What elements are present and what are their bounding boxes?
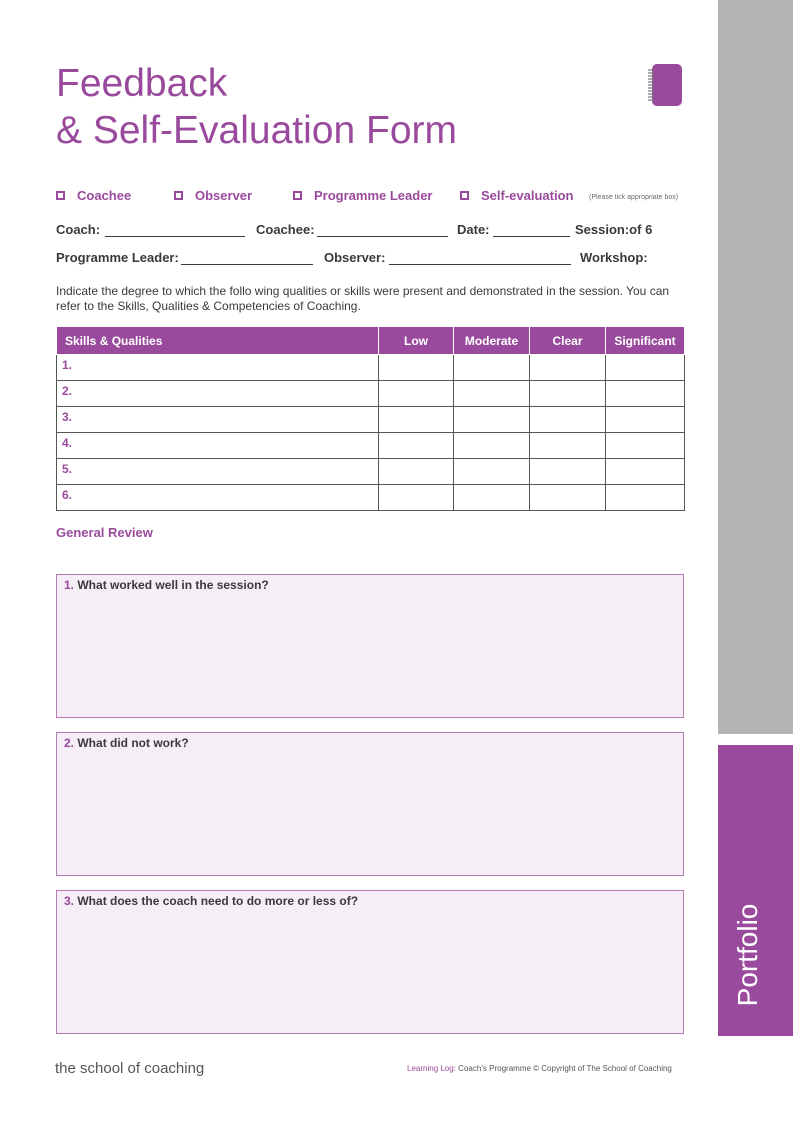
rating-cell-moderate[interactable] <box>454 381 530 407</box>
date-field[interactable] <box>493 236 570 237</box>
rating-cell-clear[interactable] <box>530 433 606 459</box>
question-box-3[interactable] <box>56 890 684 1034</box>
skill-cell[interactable]: 5. <box>57 459 379 485</box>
rating-cell-significant[interactable] <box>606 407 685 433</box>
checkbox-icon[interactable] <box>293 191 302 200</box>
rating-cell-clear[interactable] <box>530 407 606 433</box>
skills-table <box>56 326 685 511</box>
table-row <box>57 381 685 407</box>
question-number: 1. <box>64 578 75 592</box>
rating-cell-significant[interactable] <box>606 485 685 511</box>
rating-cell-significant[interactable] <box>606 381 685 407</box>
rating-cell-low[interactable] <box>379 459 454 485</box>
instructions-text: Indicate the degree to which the follo wing qualities or skills were present and demonstrated in the session. You can refer to the Skills, Qualities & Competencies of Coaching. <box>56 284 670 313</box>
coachee-label: Coachee: <box>256 222 315 237</box>
skills-table-header <box>57 327 685 355</box>
skill-cell[interactable]: 3. <box>57 407 379 433</box>
question-text: What does the coach need to do more or less of? <box>77 894 359 908</box>
question-box-1[interactable] <box>56 574 684 718</box>
rating-cell-significant[interactable] <box>606 355 685 381</box>
rating-cell-low[interactable] <box>379 407 454 433</box>
checkbox-icon[interactable] <box>174 191 183 200</box>
rating-cell-moderate[interactable] <box>454 459 530 485</box>
coach-label: Coach: <box>56 222 101 237</box>
header-skills: Skills & Qualities <box>57 327 379 355</box>
general-review-heading: General Review <box>56 525 153 540</box>
workshop-label: Workshop: <box>580 250 648 265</box>
role-coachee-label: Coachee <box>77 188 132 203</box>
header-significant: Significant <box>606 327 685 355</box>
observer-label: Observer: <box>324 250 386 265</box>
role-programme-leader-label: Programme Leader <box>314 188 433 203</box>
rating-cell-moderate[interactable] <box>454 355 530 381</box>
notebook-icon <box>648 64 682 106</box>
programme-leader-label: Programme Leader: <box>56 250 179 265</box>
rating-cell-moderate[interactable] <box>454 433 530 459</box>
side-gray-bar <box>718 0 793 734</box>
rating-cell-clear[interactable] <box>530 381 606 407</box>
table-row <box>57 355 685 381</box>
rating-cell-clear[interactable] <box>530 459 606 485</box>
role-observer[interactable] <box>174 188 252 203</box>
role-options <box>56 188 696 206</box>
role-self-evaluation[interactable] <box>460 188 573 203</box>
session-label: Session:of 6 <box>575 222 653 237</box>
coachee-field[interactable] <box>317 236 448 237</box>
school-logo-text: the school of coaching <box>55 1060 205 1077</box>
tick-note: (Please tick appropriate box) <box>589 194 679 201</box>
copyright-text: Coach’s Programme © Copyright of The School of Coaching <box>458 1064 672 1073</box>
coach-field[interactable] <box>105 236 245 237</box>
title-line-1: Feedback <box>56 62 228 105</box>
learning-log-label: Learning Log: <box>407 1064 456 1073</box>
question-number: 2. <box>64 736 75 750</box>
rating-cell-clear[interactable] <box>530 485 606 511</box>
programme-leader-field[interactable] <box>181 264 313 265</box>
details-row-1 <box>56 222 696 240</box>
rating-cell-low[interactable] <box>379 355 454 381</box>
header-moderate: Moderate <box>454 327 530 355</box>
title-line-2: & Self-Evaluation Form <box>56 109 457 152</box>
checkbox-icon[interactable] <box>56 191 65 200</box>
details-row-2 <box>56 250 696 268</box>
rating-cell-moderate[interactable] <box>454 407 530 433</box>
portfolio-label: Portfolio <box>732 903 763 1007</box>
footer-copyright <box>407 1064 672 1073</box>
table-row <box>57 459 685 485</box>
rating-cell-low[interactable] <box>379 485 454 511</box>
observer-field[interactable] <box>389 264 571 265</box>
question-box-2[interactable] <box>56 732 684 876</box>
table-row <box>57 485 685 511</box>
rating-cell-low[interactable] <box>379 433 454 459</box>
page-title <box>56 60 457 154</box>
role-coachee[interactable] <box>56 188 131 203</box>
rating-cell-clear[interactable] <box>530 355 606 381</box>
date-label: Date: <box>457 222 490 237</box>
header-low: Low <box>379 327 454 355</box>
skill-cell[interactable]: 6. <box>57 485 379 511</box>
question-text: What did not work? <box>77 736 189 750</box>
question-text: What worked well in the session? <box>77 578 269 592</box>
skill-cell[interactable]: 4. <box>57 433 379 459</box>
role-self-evaluation-label: Self-evaluation <box>481 188 574 203</box>
role-observer-label: Observer <box>195 188 253 203</box>
table-row <box>57 407 685 433</box>
rating-cell-significant[interactable] <box>606 433 685 459</box>
role-programme-leader[interactable] <box>293 188 433 203</box>
table-row <box>57 433 685 459</box>
rating-cell-low[interactable] <box>379 381 454 407</box>
rating-cell-significant[interactable] <box>606 459 685 485</box>
question-number: 3. <box>64 894 75 908</box>
checkbox-icon[interactable] <box>460 191 469 200</box>
skill-cell[interactable]: 1. <box>57 355 379 381</box>
skill-cell[interactable]: 2. <box>57 381 379 407</box>
header-clear: Clear <box>530 327 606 355</box>
rating-cell-moderate[interactable] <box>454 485 530 511</box>
